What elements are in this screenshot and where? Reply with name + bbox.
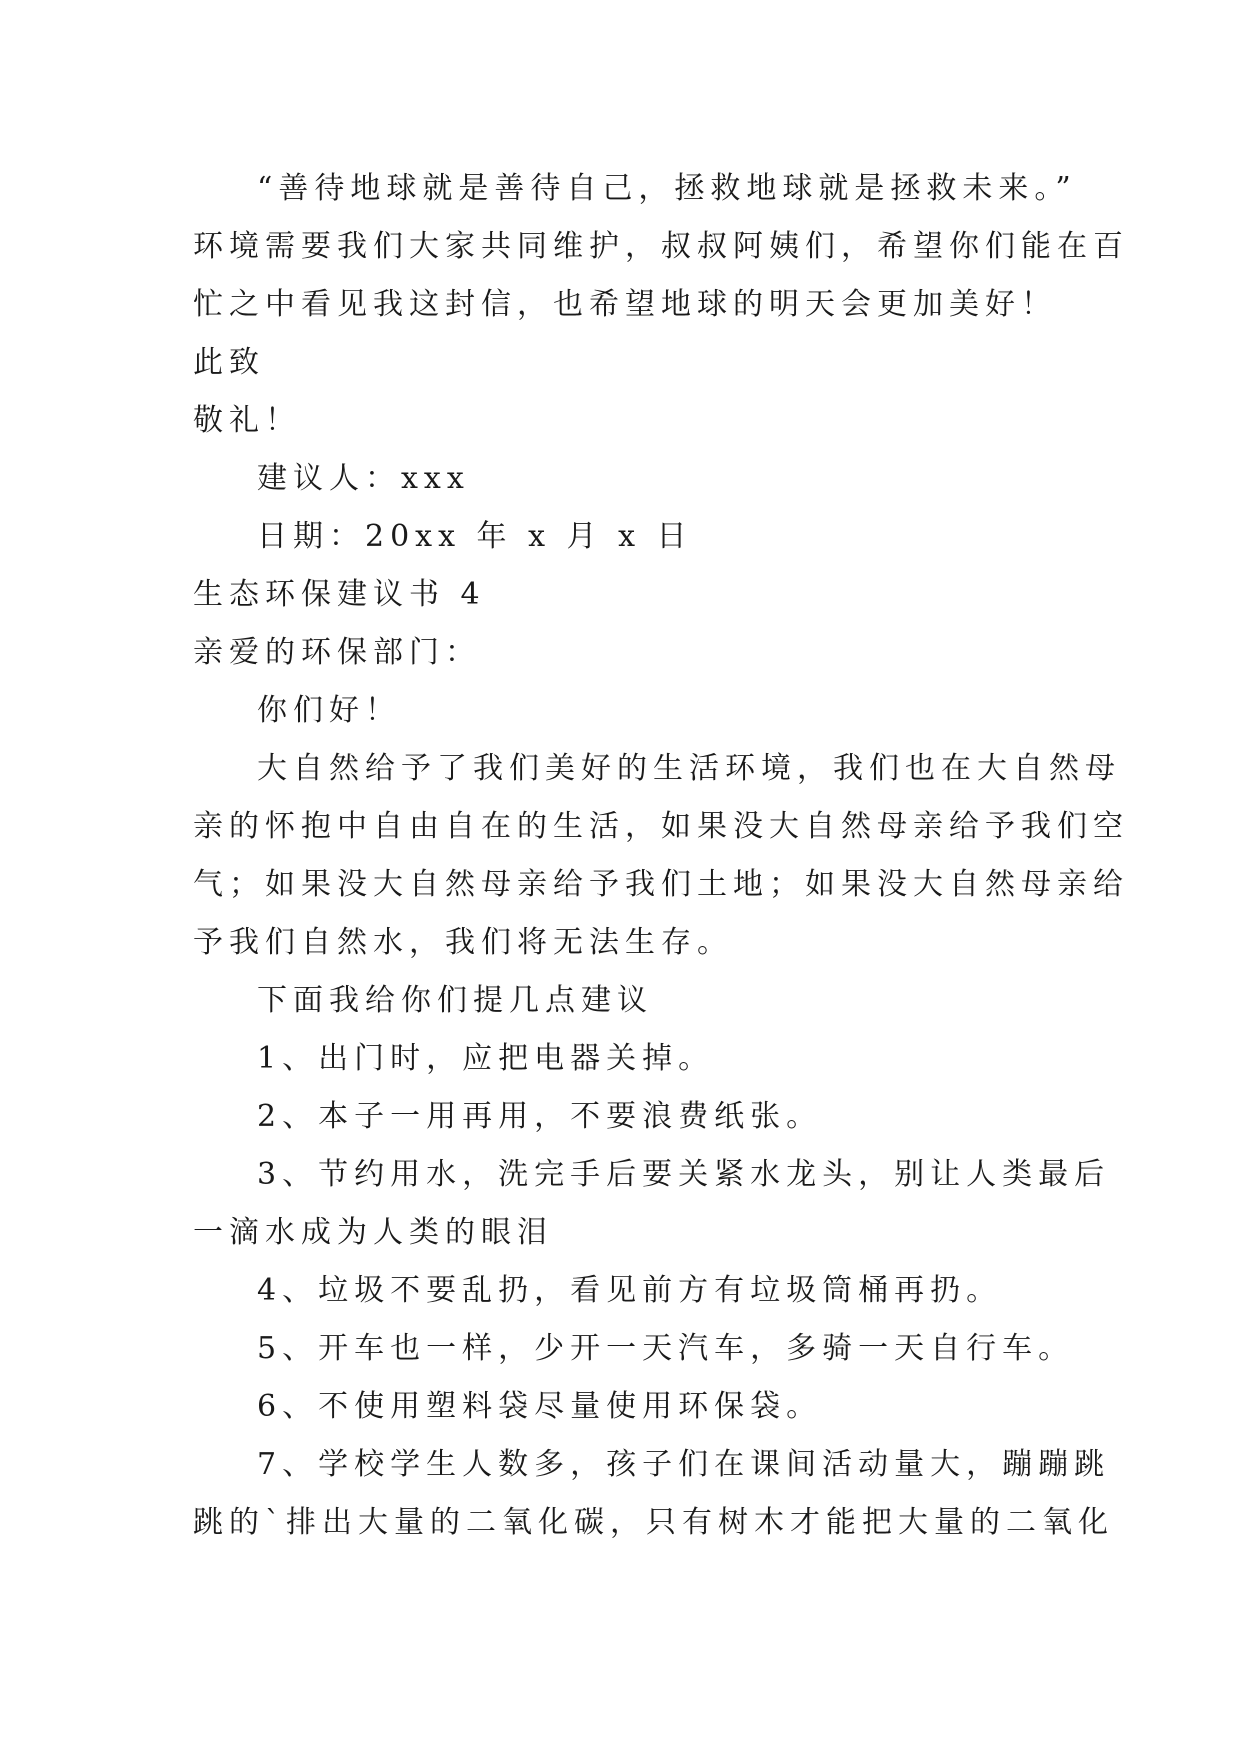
text-line: 大自然给予了我们美好的生活环境，我们也在大自然母: [257, 751, 1121, 786]
greeting-recipient: 亲爱的环保部门：: [193, 635, 481, 670]
text-line: 环境需要我们大家共同维护，叔叔阿姨们，希望你们能在百: [193, 229, 1129, 264]
list-item-continuation: 跳的`排出大量的二氧化碳，只有树木才能把大量的二氧化: [193, 1505, 1114, 1540]
list-item: 7、学校学生人数多，孩子们在课间活动量大，蹦蹦跳: [257, 1447, 1111, 1482]
closing-line: 此致: [193, 345, 265, 380]
list-item: 4、垃圾不要乱扔，看见前方有垃圾筒桶再扔。: [257, 1273, 1003, 1308]
text-line: 气；如果没大自然母亲给予我们土地；如果没大自然母亲给: [193, 867, 1129, 902]
salutation-line: 敬礼！: [193, 403, 301, 438]
greeting-line: 你们好！: [257, 693, 401, 728]
list-item: 1、出门时，应把电器关掉。: [257, 1041, 715, 1076]
list-item: 5、开车也一样，少开一天汽车，多骑一天自行车。: [257, 1331, 1075, 1366]
document-page: [193, 160, 1129, 1552]
text-line: 下面我给你们提几点建议: [257, 983, 653, 1018]
text-line: 予我们自然水，我们将无法生存。: [193, 925, 733, 960]
list-item: 3、节约用水，洗完手后要关紧水龙头，别让人类最后: [257, 1157, 1111, 1192]
date-line: 日期：20xx 年 x 月 x 日: [257, 519, 693, 554]
proposer-line: 建议人：xxx: [257, 461, 470, 496]
text-line: 忙之中看见我这封信，也希望地球的明天会更加美好！: [193, 287, 1057, 322]
list-item-continuation: 一滴水成为人类的眼泪: [193, 1215, 553, 1250]
list-item: 2、本子一用再用，不要浪费纸张。: [257, 1099, 823, 1134]
section-title: 生态环保建议书 4: [193, 577, 486, 612]
text-line: “善待地球就是善待自己，拯救地球就是拯救未来。”: [257, 171, 1077, 206]
list-item: 6、不使用塑料袋尽量使用环保袋。: [257, 1389, 823, 1424]
text-line: 亲的怀抱中自由自在的生活，如果没大自然母亲给予我们空: [193, 809, 1129, 844]
